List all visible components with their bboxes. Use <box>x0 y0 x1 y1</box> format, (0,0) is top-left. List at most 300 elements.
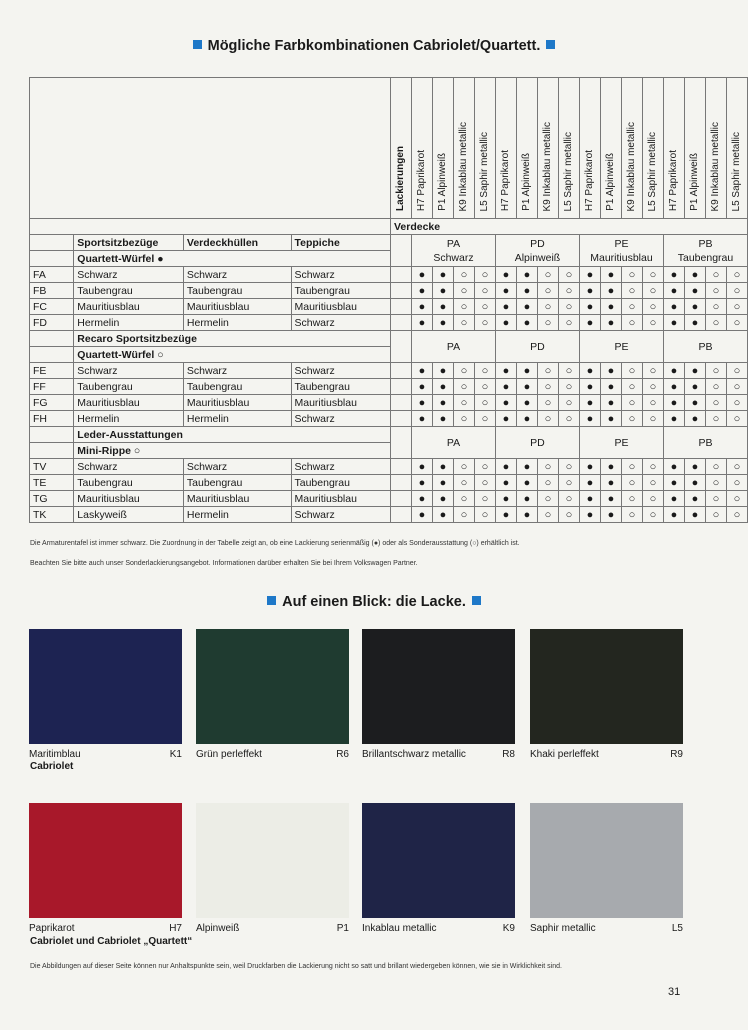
color-combination-table <box>29 77 748 523</box>
color-swatch <box>530 803 683 918</box>
verdeck-group-header <box>663 331 747 363</box>
teppich-cell: Schwarz <box>291 459 390 475</box>
group-title-row <box>30 331 748 347</box>
availability-mark: ○ <box>453 315 474 331</box>
blue-square-icon <box>267 596 276 605</box>
table-row <box>30 315 748 331</box>
availability-mark: ○ <box>726 459 747 475</box>
row-code: TV <box>30 459 74 475</box>
table-row <box>30 299 748 315</box>
teppich-cell: Schwarz <box>291 411 390 427</box>
availability-mark: ● <box>663 475 684 491</box>
swatch-name: Grün perleffekt <box>196 749 262 760</box>
availability-mark: ○ <box>621 379 642 395</box>
availability-mark: ○ <box>642 299 663 315</box>
verdeck-code: PE <box>614 340 629 353</box>
verdeck-cell: Schwarz <box>183 459 291 475</box>
row-code: FD <box>30 315 74 331</box>
availability-mark: ● <box>495 507 516 523</box>
teppich-cell: Schwarz <box>291 267 390 283</box>
availability-mark: ○ <box>621 507 642 523</box>
availability-mark: ○ <box>726 475 747 491</box>
section-title-lacke <box>0 594 748 610</box>
availability-mark: ● <box>600 475 621 491</box>
availability-mark: ○ <box>705 395 726 411</box>
lack-column-header <box>726 78 747 219</box>
teppich-cell: Schwarz <box>291 315 390 331</box>
swatch-name: Maritimblau <box>29 749 81 760</box>
empty-cell <box>30 427 74 443</box>
availability-mark: ● <box>579 283 600 299</box>
verdeck-group-header <box>579 235 663 267</box>
lack-column-header <box>495 78 516 219</box>
availability-mark: ○ <box>642 411 663 427</box>
availability-mark: ● <box>432 315 453 331</box>
title-text: Auf einen Blick: die Lacke. <box>282 594 466 610</box>
availability-mark: ○ <box>558 267 579 283</box>
availability-mark: ○ <box>537 507 558 523</box>
lack-column-header <box>474 78 495 219</box>
verdeck-code: PB <box>698 436 713 449</box>
teppich-cell: Taubengrau <box>291 283 390 299</box>
availability-mark: ○ <box>453 283 474 299</box>
availability-mark: ○ <box>621 411 642 427</box>
spacer-cell <box>390 491 411 507</box>
availability-mark: ● <box>432 299 453 315</box>
verdeck-code: PE <box>614 237 629 250</box>
availability-mark: ○ <box>642 363 663 379</box>
availability-mark: ○ <box>453 363 474 379</box>
sitz-cell: Taubengrau <box>74 283 184 299</box>
verdeck-cell: Taubengrau <box>183 475 291 491</box>
table-corner <box>30 78 391 219</box>
row-code: FG <box>30 395 74 411</box>
swatch-name: Alpinweiß <box>196 923 240 934</box>
swatch-code: R6 <box>336 749 349 760</box>
availability-mark: ● <box>684 299 705 315</box>
availability-mark: ● <box>495 363 516 379</box>
availability-mark: ○ <box>453 411 474 427</box>
availability-mark: ● <box>663 411 684 427</box>
availability-mark: ○ <box>537 379 558 395</box>
section-title-combinations <box>0 38 748 54</box>
swatch-code: R8 <box>502 749 515 760</box>
empty-cell <box>30 443 74 459</box>
availability-mark: ● <box>600 379 621 395</box>
note-sonderlackierung: Beachten Sie bitte auch unser Sonderlackierungsangebot. Informationen darüber erhalten Sie bei Ihrem Volkswagen Partner. <box>30 560 418 567</box>
availability-mark: ○ <box>642 491 663 507</box>
availability-mark: ○ <box>642 379 663 395</box>
availability-mark: ○ <box>558 491 579 507</box>
availability-mark: ○ <box>726 267 747 283</box>
blue-square-icon <box>546 40 555 49</box>
teppich-cell: Schwarz <box>291 507 390 523</box>
lack-column-label: H7 Paprikarot <box>583 149 595 211</box>
verdeck-name: Schwarz <box>433 251 474 264</box>
verdeck-code: PA <box>446 237 461 250</box>
availability-mark: ○ <box>537 411 558 427</box>
lack-column-header <box>558 78 579 219</box>
row-code: FC <box>30 299 74 315</box>
availability-mark: ○ <box>474 395 495 411</box>
availability-mark: ● <box>579 363 600 379</box>
teppich-cell: Mauritiusblau <box>291 491 390 507</box>
availability-mark: ● <box>516 411 537 427</box>
column-header-row <box>30 235 748 251</box>
availability-mark: ○ <box>621 299 642 315</box>
availability-mark: ○ <box>537 475 558 491</box>
swatch-name: Saphir metallic <box>530 923 596 934</box>
sitz-cell: Hermelin <box>74 315 184 331</box>
verdeck-code: PA <box>446 436 461 449</box>
availability-mark: ○ <box>474 283 495 299</box>
footnote: Die Abbildungen auf dieser Seite können nur Anhaltspunkte sein, weil Druckfarben die Lackierung nicht so satt und brillant wiedergeben können, wie sie in Wirklichkeit sind. <box>30 963 562 970</box>
availability-mark: ○ <box>558 459 579 475</box>
spacer-cell <box>390 379 411 395</box>
verdeck-group-header <box>579 427 663 459</box>
availability-mark: ● <box>600 395 621 411</box>
lack-column-header <box>600 78 621 219</box>
availability-mark: ○ <box>474 475 495 491</box>
availability-mark: ○ <box>642 315 663 331</box>
availability-mark: ● <box>432 507 453 523</box>
lack-column-label: H7 Paprikarot <box>499 149 511 211</box>
empty-cell <box>30 219 391 235</box>
lack-column-label: H7 Paprikarot <box>415 149 427 211</box>
lack-column-header <box>663 78 684 219</box>
verdeck-code: PB <box>698 237 713 250</box>
verdeck-group-header <box>411 331 495 363</box>
availability-mark: ● <box>684 315 705 331</box>
availability-mark: ○ <box>474 491 495 507</box>
availability-mark: ● <box>663 283 684 299</box>
availability-mark: ○ <box>705 299 726 315</box>
swatch-code: K9 <box>502 923 515 934</box>
sitz-cell: Hermelin <box>74 411 184 427</box>
availability-mark: ● <box>663 491 684 507</box>
row1-subtitle: Cabriolet <box>30 761 74 772</box>
group-title-row <box>30 427 748 443</box>
availability-mark: ○ <box>453 475 474 491</box>
row-code: FB <box>30 283 74 299</box>
page-number: 31 <box>668 986 681 998</box>
availability-mark: ● <box>411 283 432 299</box>
availability-mark: ○ <box>453 491 474 507</box>
availability-mark: ● <box>600 507 621 523</box>
verdeck-code: PD <box>530 436 545 449</box>
row-code: FE <box>30 363 74 379</box>
availability-mark: ● <box>579 507 600 523</box>
verdeck-cell: Taubengrau <box>183 283 291 299</box>
spacer-cell <box>390 507 411 523</box>
lack-column-label: K9 Inkablau metallic <box>541 121 553 211</box>
availability-mark: ● <box>684 411 705 427</box>
lack-column-header <box>705 78 726 219</box>
table-row <box>30 411 748 427</box>
availability-mark: ○ <box>705 507 726 523</box>
verdeck-code: PE <box>614 436 629 449</box>
lack-column-label: P1 Alpinweiß <box>520 153 532 211</box>
sitz-cell: Schwarz <box>74 459 184 475</box>
availability-mark: ● <box>495 395 516 411</box>
availability-mark: ● <box>495 379 516 395</box>
table-row <box>30 379 748 395</box>
lack-column-label: K9 Inkablau metallic <box>625 121 637 211</box>
availability-mark: ● <box>432 459 453 475</box>
row-code: FA <box>30 267 74 283</box>
table-row <box>30 459 748 475</box>
availability-mark: ● <box>516 395 537 411</box>
spacer-cell <box>390 315 411 331</box>
verdecke-label: Verdecke <box>390 219 747 235</box>
availability-mark: ● <box>411 459 432 475</box>
availability-mark: ○ <box>705 459 726 475</box>
empty-cell <box>30 251 74 267</box>
availability-mark: ○ <box>453 507 474 523</box>
availability-mark: ○ <box>453 459 474 475</box>
verdeck-cell: Hermelin <box>183 411 291 427</box>
availability-mark: ● <box>663 315 684 331</box>
availability-mark: ● <box>411 379 432 395</box>
verdeck-code: PA <box>446 340 461 353</box>
availability-mark: ○ <box>558 363 579 379</box>
availability-mark: ○ <box>621 315 642 331</box>
availability-mark: ○ <box>474 315 495 331</box>
availability-mark: ● <box>411 315 432 331</box>
verdeck-group-header <box>579 331 663 363</box>
availability-mark: ○ <box>558 411 579 427</box>
spacer-cell <box>390 235 411 267</box>
availability-mark: ● <box>495 459 516 475</box>
lackierungen-header <box>390 78 411 219</box>
title-text: Mögliche Farbkombinationen Cabriolet/Quartett. <box>207 38 541 54</box>
header-sitz: Sportsitzbezüge <box>74 235 184 251</box>
availability-mark: ● <box>495 411 516 427</box>
availability-mark: ● <box>684 491 705 507</box>
availability-mark: ○ <box>558 283 579 299</box>
availability-mark: ○ <box>474 267 495 283</box>
availability-mark: ○ <box>705 491 726 507</box>
color-swatch <box>29 803 182 918</box>
availability-mark: ○ <box>621 491 642 507</box>
availability-mark: ● <box>516 363 537 379</box>
swatch-code: R9 <box>670 749 683 760</box>
availability-mark: ● <box>684 507 705 523</box>
swatch-name: Khaki perleffekt <box>530 749 599 760</box>
spacer-cell <box>390 459 411 475</box>
lack-column-label: L5 Saphir metallic <box>562 131 574 211</box>
verdeck-cell: Hermelin <box>183 507 291 523</box>
availability-mark: ● <box>432 267 453 283</box>
availability-mark: ○ <box>453 267 474 283</box>
availability-mark: ○ <box>621 363 642 379</box>
sitz-cell: Mauritiusblau <box>74 395 184 411</box>
verdeck-group-header <box>495 331 579 363</box>
availability-mark: ● <box>663 507 684 523</box>
lack-column-header <box>579 78 600 219</box>
availability-mark: ● <box>600 363 621 379</box>
table-row <box>30 267 748 283</box>
availability-mark: ● <box>495 299 516 315</box>
availability-mark: ● <box>411 395 432 411</box>
availability-mark: ● <box>579 459 600 475</box>
spacer-cell <box>390 395 411 411</box>
color-swatch <box>530 629 683 744</box>
availability-mark: ○ <box>537 491 558 507</box>
group-title: Quartett-Würfel ○ <box>74 347 391 363</box>
availability-mark: ○ <box>558 475 579 491</box>
availability-mark: ○ <box>558 395 579 411</box>
availability-mark: ○ <box>642 475 663 491</box>
note-armaturentafel: Die Armaturentafel ist immer schwarz. Die Zuordnung in der Tabelle zeigt an, ob eine Lackierung serienmäßig (●) oder als Sonderausstattung (○) erhältlich ist. <box>30 540 520 547</box>
row-code: TE <box>30 475 74 491</box>
spacer-cell <box>390 363 411 379</box>
availability-mark: ○ <box>453 379 474 395</box>
availability-mark: ● <box>600 299 621 315</box>
availability-mark: ● <box>684 395 705 411</box>
availability-mark: ● <box>516 283 537 299</box>
availability-mark: ○ <box>726 411 747 427</box>
availability-mark: ● <box>516 507 537 523</box>
availability-mark: ● <box>495 475 516 491</box>
verdeck-group-header <box>495 235 579 267</box>
sitz-cell: Schwarz <box>74 267 184 283</box>
verdeck-code: PB <box>698 340 713 353</box>
teppich-cell: Taubengrau <box>291 379 390 395</box>
lack-column-label: L5 Saphir metallic <box>730 131 742 211</box>
teppich-cell: Taubengrau <box>291 475 390 491</box>
availability-mark: ○ <box>642 507 663 523</box>
availability-mark: ○ <box>705 283 726 299</box>
verdeck-cell: Mauritiusblau <box>183 299 291 315</box>
availability-mark: ● <box>663 395 684 411</box>
teppich-cell: Mauritiusblau <box>291 395 390 411</box>
empty-cell <box>30 347 74 363</box>
spacer-cell <box>390 299 411 315</box>
availability-mark: ○ <box>621 459 642 475</box>
availability-mark: ○ <box>537 283 558 299</box>
lack-column-label: P1 Alpinweiß <box>604 153 616 211</box>
color-swatch <box>196 629 349 744</box>
availability-mark: ● <box>579 491 600 507</box>
availability-mark: ● <box>684 363 705 379</box>
availability-mark: ○ <box>726 315 747 331</box>
availability-mark: ○ <box>621 395 642 411</box>
availability-mark: ○ <box>705 315 726 331</box>
empty-cell <box>30 235 74 251</box>
availability-mark: ○ <box>474 363 495 379</box>
availability-mark: ● <box>432 395 453 411</box>
availability-mark: ● <box>684 267 705 283</box>
availability-mark: ● <box>432 363 453 379</box>
sitz-cell: Schwarz <box>74 363 184 379</box>
availability-mark: ○ <box>705 267 726 283</box>
availability-mark: ● <box>495 315 516 331</box>
availability-mark: ○ <box>537 459 558 475</box>
teppich-cell: Schwarz <box>291 363 390 379</box>
availability-mark: ○ <box>642 459 663 475</box>
availability-mark: ● <box>516 379 537 395</box>
sitz-cell: Mauritiusblau <box>74 491 184 507</box>
sitz-cell: Mauritiusblau <box>74 299 184 315</box>
availability-mark: ○ <box>726 507 747 523</box>
availability-mark: ● <box>432 491 453 507</box>
availability-mark: ○ <box>474 299 495 315</box>
verdeck-cell: Schwarz <box>183 363 291 379</box>
availability-mark: ○ <box>453 299 474 315</box>
verdeck-cell: Mauritiusblau <box>183 395 291 411</box>
spacer-cell <box>390 331 411 363</box>
verdeck-group-header <box>411 427 495 459</box>
lack-column-label: L5 Saphir metallic <box>646 131 658 211</box>
availability-mark: ○ <box>558 315 579 331</box>
blue-square-icon <box>472 596 481 605</box>
swatch-name: Brillantschwarz metallic <box>362 749 466 760</box>
availability-mark: ○ <box>537 395 558 411</box>
availability-mark: ● <box>411 507 432 523</box>
swatch-name: Inkablau metallic <box>362 923 437 934</box>
availability-mark: ● <box>411 491 432 507</box>
availability-mark: ○ <box>558 379 579 395</box>
availability-mark: ● <box>579 395 600 411</box>
row-code: FF <box>30 379 74 395</box>
availability-mark: ● <box>579 379 600 395</box>
table-row <box>30 395 748 411</box>
availability-mark: ● <box>579 267 600 283</box>
availability-mark: ● <box>600 267 621 283</box>
swatch-code: L5 <box>671 923 683 934</box>
availability-mark: ● <box>579 315 600 331</box>
availability-mark: ○ <box>642 283 663 299</box>
sitz-cell: Taubengrau <box>74 475 184 491</box>
availability-mark: ○ <box>726 491 747 507</box>
availability-mark: ○ <box>474 507 495 523</box>
availability-mark: ● <box>516 315 537 331</box>
availability-mark: ○ <box>537 363 558 379</box>
lack-column-header <box>516 78 537 219</box>
availability-mark: ○ <box>621 283 642 299</box>
availability-mark: ○ <box>726 363 747 379</box>
verdeck-name: Mauritiusblau <box>590 251 653 264</box>
availability-mark: ● <box>411 299 432 315</box>
availability-mark: ○ <box>474 459 495 475</box>
availability-mark: ● <box>579 299 600 315</box>
lack-column-header <box>453 78 474 219</box>
row-code: TG <box>30 491 74 507</box>
availability-mark: ● <box>516 475 537 491</box>
group-title-1: Recaro Sportsitzbezüge <box>74 331 391 347</box>
availability-mark: ● <box>432 379 453 395</box>
availability-mark: ○ <box>726 299 747 315</box>
availability-mark: ○ <box>474 379 495 395</box>
availability-mark: ● <box>579 475 600 491</box>
availability-mark: ● <box>600 283 621 299</box>
lack-column-header <box>642 78 663 219</box>
verdeck-group-header <box>663 427 747 459</box>
availability-mark: ○ <box>726 379 747 395</box>
availability-mark: ● <box>516 299 537 315</box>
group-title: Quartett-Würfel ● <box>74 251 391 267</box>
verdeck-cell: Hermelin <box>183 315 291 331</box>
verdeck-cell: Taubengrau <box>183 379 291 395</box>
row2-subtitle: Cabriolet und Cabriolet „Quartett“ <box>30 936 193 947</box>
availability-mark: ● <box>516 267 537 283</box>
lack-column-label: L5 Saphir metallic <box>478 131 490 211</box>
availability-mark: ● <box>579 411 600 427</box>
availability-mark: ○ <box>453 395 474 411</box>
availability-mark: ● <box>411 363 432 379</box>
availability-mark: ○ <box>705 363 726 379</box>
